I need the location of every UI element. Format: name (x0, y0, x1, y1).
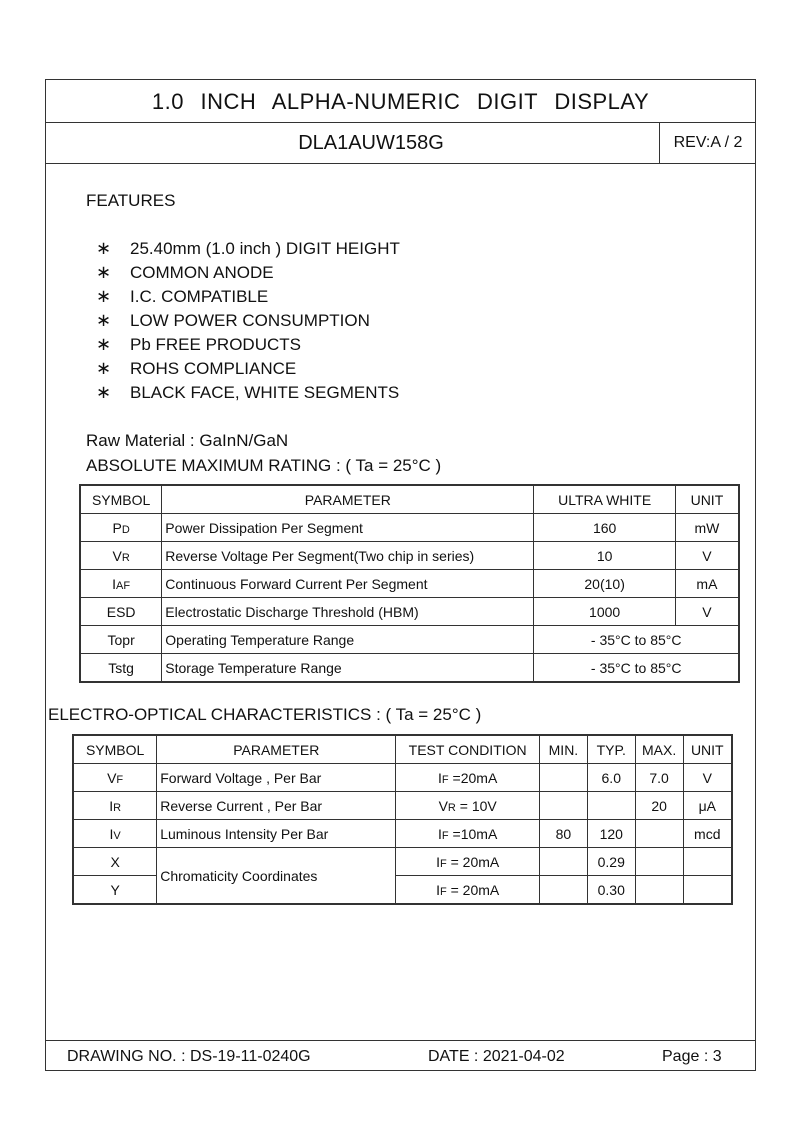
symbol-cell: ESD (80, 598, 162, 626)
min-cell (540, 876, 588, 905)
symbol-cell: Tstg (80, 654, 162, 683)
parameter-cell: Reverse Voltage Per Segment(Two chip in series) (162, 542, 534, 570)
symbol-cell: X (73, 848, 157, 876)
feature-item: ∗ ROHS COMPLIANCE (96, 358, 297, 378)
header-parameter: PARAMETER (162, 485, 534, 514)
header-typ: TYP. (587, 735, 635, 764)
table-row (80, 626, 739, 654)
typ-cell: 0.30 (587, 876, 635, 905)
min-cell (540, 764, 588, 792)
unit-cell (683, 848, 732, 876)
symbol-cell: IV (73, 820, 157, 848)
unit-cell: mA (675, 570, 739, 598)
bullet-icon: ∗ (96, 382, 112, 402)
symbol-cell: VR (80, 542, 162, 570)
min-cell: 80 (540, 820, 588, 848)
parameter-cell: Operating Temperature Range (162, 626, 534, 654)
page-number: Page : 3 (662, 1048, 722, 1065)
feature-item: ∗ Pb FREE PRODUCTS (96, 334, 301, 354)
max-cell (635, 820, 683, 848)
feature-item: ∗ I.C. COMPATIBLE (96, 286, 269, 306)
value-cell: - 35°C to 85°C (534, 654, 739, 683)
condition-cell: IF = 20mA (396, 848, 540, 876)
feature-item: ∗ 25.40mm (1.0 inch ) DIGIT HEIGHT (96, 238, 400, 258)
unit-cell: mW (675, 514, 739, 542)
footer (46, 1040, 755, 1073)
revision-label: REV:A / 2 (659, 122, 756, 163)
max-cell (635, 848, 683, 876)
parameter-cell: Luminous Intensity Per Bar (157, 820, 396, 848)
table-row (80, 542, 739, 570)
header-symbol: SYMBOL (80, 485, 162, 514)
unit-cell (683, 876, 732, 905)
bullet-icon: ∗ (96, 358, 112, 378)
min-cell (540, 792, 588, 820)
max-cell (635, 876, 683, 905)
table-row (73, 792, 732, 820)
features-list (96, 236, 400, 404)
header-unit: UNIT (675, 485, 739, 514)
parameter-cell: Electrostatic Discharge Threshold (HBM) (162, 598, 534, 626)
parameter-cell: Storage Temperature Range (162, 654, 534, 683)
condition-cell: IF =20mA (396, 764, 540, 792)
document-title: 1.0 INCH ALPHA-NUMERIC DIGIT DISPLAY (46, 80, 755, 123)
bullet-icon: ∗ (96, 286, 112, 306)
max-cell: 20 (635, 792, 683, 820)
table-row (73, 848, 732, 876)
header-min: MIN. (540, 735, 588, 764)
condition-cell: VR = 10V (396, 792, 540, 820)
unit-cell: V (675, 542, 739, 570)
raw-material: Raw Material : GaInN/GaN (86, 431, 289, 450)
value-cell: 1000 (534, 598, 675, 626)
parameter-cell: Forward Voltage , Per Bar (157, 764, 396, 792)
typ-cell: 6.0 (587, 764, 635, 792)
header-ultra-white: ULTRA WHITE (534, 485, 675, 514)
symbol-cell: Y (73, 876, 157, 905)
electro-optical-heading: ELECTRO-OPTICAL CHARACTERISTICS : ( Ta = 25°C ) (48, 705, 482, 724)
table-header-row (80, 485, 739, 514)
symbol-cell: Topr (80, 626, 162, 654)
table-row (80, 654, 739, 683)
header-symbol: SYMBOL (73, 735, 157, 764)
typ-cell: 120 (587, 820, 635, 848)
table-row (73, 764, 732, 792)
typ-cell (587, 792, 635, 820)
symbol-cell: VF (73, 764, 157, 792)
value-cell: 20(10) (534, 570, 675, 598)
abs-max-table (79, 484, 740, 683)
condition-cell: IF = 20mA (396, 876, 540, 905)
parameter-cell: Chromaticity Coordinates (157, 848, 396, 905)
parameter-cell: Power Dissipation Per Segment (162, 514, 534, 542)
features-heading: FEATURES (86, 191, 176, 210)
table-row (73, 820, 732, 848)
electro-optical-table (72, 734, 733, 905)
condition-cell: IF =10mA (396, 820, 540, 848)
feature-item: ∗ COMMON ANODE (96, 262, 274, 282)
bullet-icon: ∗ (96, 310, 112, 330)
unit-cell: V (675, 598, 739, 626)
max-cell: 7.0 (635, 764, 683, 792)
unit-cell: V (683, 764, 732, 792)
symbol-cell: PD (80, 514, 162, 542)
value-cell: - 35°C to 85°C (534, 626, 739, 654)
bullet-icon: ∗ (96, 334, 112, 354)
table-row (80, 570, 739, 598)
table-header-row (73, 735, 732, 764)
feature-item: ∗ BLACK FACE, WHITE SEGMENTS (96, 382, 400, 402)
symbol-cell: IR (73, 792, 157, 820)
model-row (46, 122, 755, 164)
table-row (80, 598, 739, 626)
header-parameter: PARAMETER (157, 735, 396, 764)
parameter-cell: Reverse Current , Per Bar (157, 792, 396, 820)
symbol-cell: IAF (80, 570, 162, 598)
header-unit: UNIT (683, 735, 732, 764)
model-number: DLA1AUW158G (298, 132, 444, 154)
feature-item: ∗ LOW POWER CONSUMPTION (96, 310, 370, 330)
min-cell (540, 848, 588, 876)
table-row (80, 514, 739, 542)
header-test-condition: TEST CONDITION (396, 735, 540, 764)
bullet-icon: ∗ (96, 238, 112, 258)
parameter-cell: Continuous Forward Current Per Segment (162, 570, 534, 598)
abs-max-heading: ABSOLUTE MAXIMUM RATING : ( Ta = 25°C ) (86, 456, 442, 475)
value-cell: 160 (534, 514, 675, 542)
page-frame (45, 79, 756, 1071)
drawing-number: DRAWING NO. : DS-19-11-0240G (67, 1048, 311, 1065)
typ-cell: 0.29 (587, 848, 635, 876)
unit-cell: mcd (683, 820, 732, 848)
header-max: MAX. (635, 735, 683, 764)
document-date: DATE : 2021-04-02 (428, 1048, 565, 1065)
bullet-icon: ∗ (96, 262, 112, 282)
unit-cell: μA (683, 792, 732, 820)
value-cell: 10 (534, 542, 675, 570)
